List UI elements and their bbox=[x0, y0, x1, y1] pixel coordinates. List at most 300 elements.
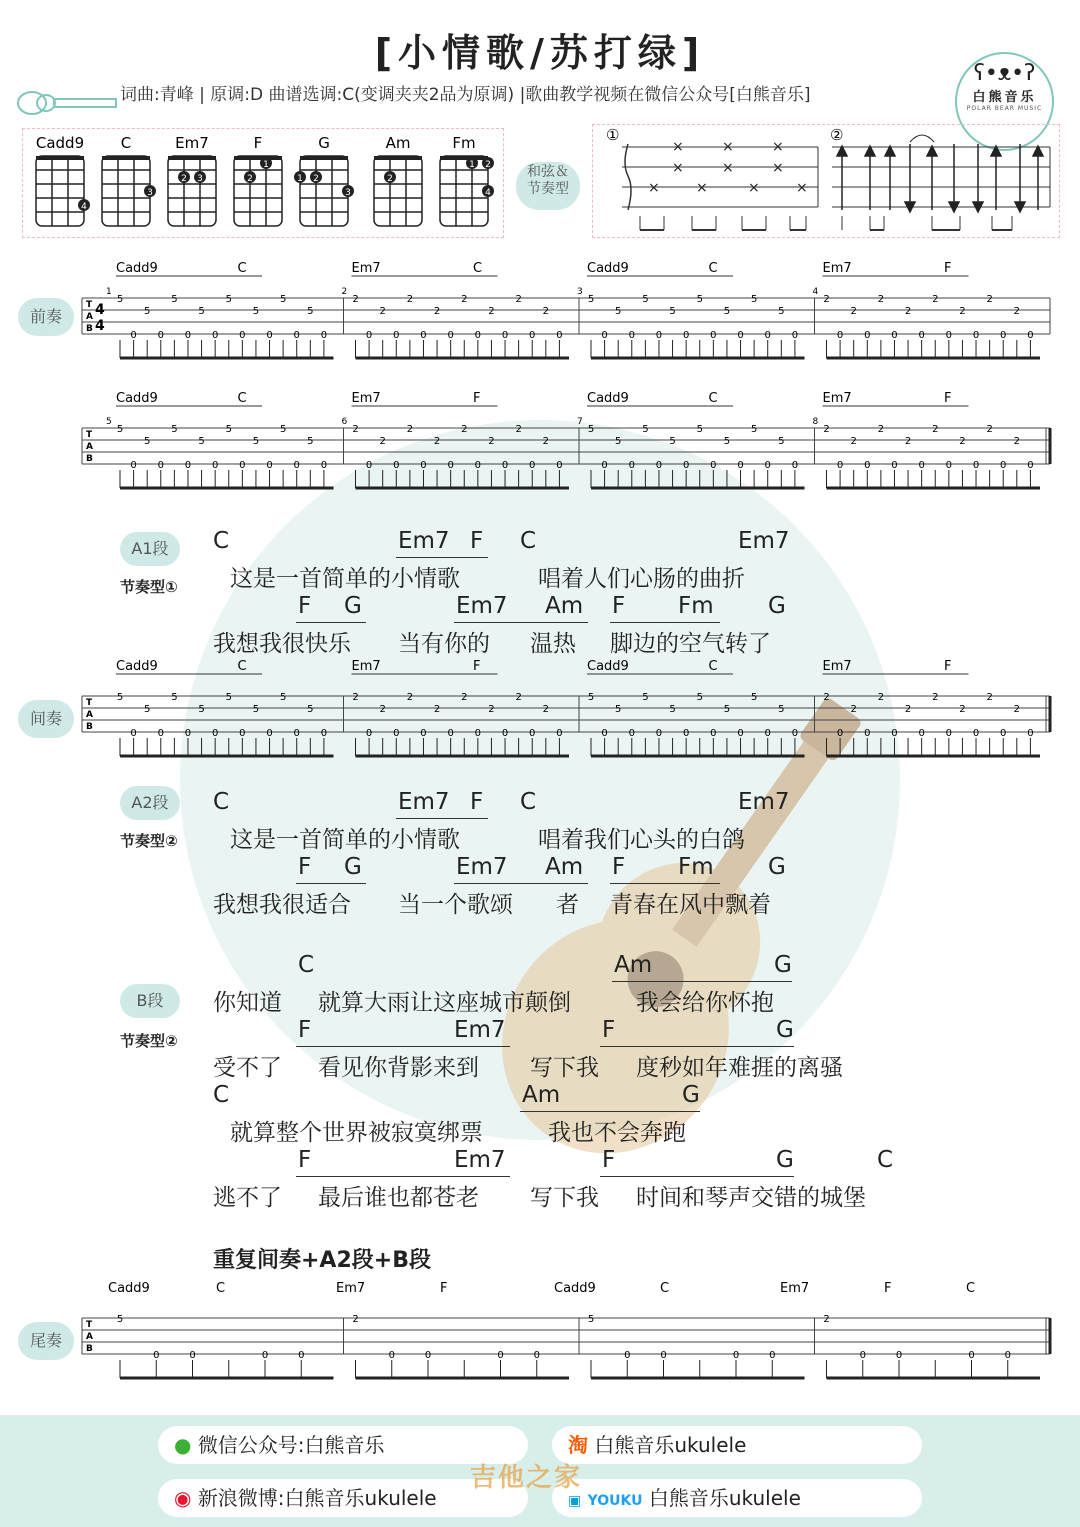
fret-number: 0 bbox=[529, 460, 536, 471]
fret-number: 0 bbox=[130, 330, 137, 341]
svg-text:×: × bbox=[722, 139, 734, 155]
measure-number: 6 bbox=[341, 417, 348, 427]
svg-text:×: × bbox=[696, 180, 708, 196]
tab-chord-label: Cadd9 bbox=[116, 659, 158, 674]
rhythm-label-a2: 节奏型② bbox=[120, 832, 178, 850]
fret-number: 5 bbox=[587, 1314, 595, 1325]
chord-label: G bbox=[768, 593, 786, 619]
fret-number: 2 bbox=[823, 692, 830, 703]
fret-number: 0 bbox=[184, 460, 192, 471]
fret-number: 5 bbox=[116, 692, 124, 703]
fret-number: 0 bbox=[388, 1350, 395, 1361]
chord-label: Em7 bbox=[456, 854, 508, 880]
fret-number: 0 bbox=[891, 330, 898, 341]
fret-number: 5 bbox=[116, 424, 124, 435]
lyric-line: 我想我很适合 bbox=[213, 892, 351, 918]
fret-number: 2 bbox=[1013, 704, 1020, 715]
fret-number: 5 bbox=[750, 424, 758, 435]
chord-label: Fm bbox=[678, 593, 714, 619]
chord-label: G bbox=[774, 952, 792, 978]
lyric-line: 逃不了 bbox=[213, 1185, 282, 1211]
rhythm-2-number: ② bbox=[830, 126, 844, 144]
lyric-line: 青春在风中飘着 bbox=[610, 892, 771, 918]
tab-chord-label: F bbox=[944, 261, 952, 276]
fret-number: 0 bbox=[293, 460, 300, 471]
fret-number: 0 bbox=[737, 728, 744, 739]
wechat-text: 微信公众号:白熊音乐 bbox=[197, 1433, 385, 1457]
tag-b: B段 bbox=[120, 984, 180, 1018]
fret-number: 5 bbox=[279, 692, 287, 703]
fret-number: 5 bbox=[252, 436, 260, 447]
fret-number: 5 bbox=[279, 424, 287, 435]
svg-text:A: A bbox=[86, 1332, 93, 1342]
fret-number: 2 bbox=[850, 436, 857, 447]
fret-number: 2 bbox=[352, 1314, 359, 1325]
fret-number: 0 bbox=[189, 1350, 196, 1361]
chord-label: F bbox=[602, 1017, 616, 1043]
tab-chord-label: C bbox=[708, 659, 718, 674]
tab-chord-label: F bbox=[473, 391, 481, 406]
lyric-line: 就算整个世界被寂寞绑票 bbox=[230, 1120, 483, 1146]
svg-text:4: 4 bbox=[95, 302, 105, 318]
fret-number: 0 bbox=[972, 728, 980, 739]
lyric-line: 脚边的空气转了 bbox=[610, 631, 771, 657]
tab-chord-label: Cadd9 bbox=[108, 1281, 150, 1296]
fret-number: 0 bbox=[945, 728, 953, 739]
svg-text:2: 2 bbox=[247, 174, 253, 184]
tab-chord-label: C bbox=[237, 391, 247, 406]
tab-chord-label: Cadd9 bbox=[587, 659, 629, 674]
fret-number: 0 bbox=[157, 460, 164, 471]
svg-text:3: 3 bbox=[147, 188, 153, 198]
lyric-line: 我也不会奔跑 bbox=[548, 1120, 686, 1146]
fret-number: 5 bbox=[307, 436, 314, 447]
fret-number: 2 bbox=[461, 424, 468, 435]
fret-number: 0 bbox=[864, 460, 871, 471]
chord-label: C bbox=[520, 789, 537, 815]
fret-number: 0 bbox=[556, 728, 563, 739]
chord-label: C bbox=[213, 789, 230, 815]
fret-number: 2 bbox=[461, 692, 468, 703]
fret-number: 0 bbox=[682, 460, 690, 471]
fret-number: 5 bbox=[642, 424, 649, 435]
fret-number: 0 bbox=[710, 330, 717, 341]
fret-number: 2 bbox=[823, 294, 830, 305]
fret-number: 0 bbox=[1027, 728, 1034, 739]
fret-number: 0 bbox=[918, 330, 925, 341]
measure-number: 5 bbox=[106, 417, 112, 427]
fret-number: 0 bbox=[266, 728, 273, 739]
fret-number: 0 bbox=[864, 330, 871, 341]
fret-number: 5 bbox=[615, 436, 622, 447]
fret-number: 0 bbox=[320, 460, 328, 471]
fret-number: 0 bbox=[945, 460, 953, 471]
lyric-line: 写下我 bbox=[530, 1185, 599, 1211]
fret-number: 0 bbox=[764, 330, 771, 341]
fret-number: 5 bbox=[696, 424, 703, 435]
chord-label: F bbox=[602, 1147, 616, 1173]
lyric-line: 受不了 bbox=[213, 1055, 282, 1081]
fret-number: 0 bbox=[769, 1350, 776, 1361]
lyric-line: 唱着人们心肠的曲折 bbox=[538, 566, 745, 592]
fret-number: 0 bbox=[836, 728, 844, 739]
fret-number: 2 bbox=[379, 306, 386, 317]
fret-number: 5 bbox=[116, 294, 124, 305]
chord-label: Am bbox=[545, 854, 584, 880]
fret-number: 0 bbox=[184, 728, 192, 739]
fret-number: 0 bbox=[529, 330, 536, 341]
svg-text:×: × bbox=[748, 180, 760, 196]
svg-text:×: × bbox=[772, 160, 784, 176]
bilibili-icon: ▣ bbox=[568, 1493, 582, 1509]
fret-number: 0 bbox=[266, 330, 273, 341]
svg-text:×: × bbox=[722, 160, 734, 176]
svg-text:×: × bbox=[648, 180, 660, 196]
fret-number: 0 bbox=[365, 728, 373, 739]
fret-number: 5 bbox=[587, 424, 595, 435]
chord-label: G bbox=[776, 1147, 794, 1173]
fret-number: 2 bbox=[515, 424, 522, 435]
chord-label: F bbox=[612, 593, 626, 619]
fret-number: 0 bbox=[891, 728, 898, 739]
measure-number: 7 bbox=[577, 417, 583, 427]
tab-chord-label: Em7 bbox=[822, 261, 852, 276]
fret-number: 0 bbox=[529, 728, 536, 739]
fret-number: 0 bbox=[968, 1350, 975, 1361]
fret-number: 0 bbox=[420, 330, 427, 341]
svg-text:×: × bbox=[772, 139, 784, 155]
chord-diagram-name: Em7 bbox=[175, 134, 209, 152]
chord-label: Em7 bbox=[398, 789, 450, 815]
fret-number: 5 bbox=[198, 306, 205, 317]
chord-label: Em7 bbox=[738, 528, 790, 554]
fret-number: 0 bbox=[737, 460, 744, 471]
rhythm-label-a1: 节奏型① bbox=[120, 578, 178, 596]
fret-number: 0 bbox=[211, 330, 219, 341]
svg-text:4: 4 bbox=[81, 202, 87, 212]
rhythm-label-b: 节奏型② bbox=[120, 1032, 178, 1050]
lyric-line: 我想我很快乐 bbox=[213, 631, 351, 657]
tab-chord-label: C bbox=[708, 261, 718, 276]
fret-number: 0 bbox=[211, 460, 219, 471]
lyric-line: 唱着我们心头的白鸽 bbox=[538, 827, 745, 853]
fret-number: 2 bbox=[379, 436, 386, 447]
fret-number: 2 bbox=[959, 704, 966, 715]
tag-interlude: 间奏 bbox=[18, 700, 74, 738]
fret-number: 2 bbox=[406, 424, 414, 435]
chord-label: C bbox=[213, 528, 230, 554]
fret-number: 0 bbox=[184, 330, 192, 341]
fret-number: 0 bbox=[660, 1350, 667, 1361]
fret-number: 5 bbox=[225, 692, 232, 703]
lyric-line: 写下我 bbox=[530, 1055, 599, 1081]
fret-number: 0 bbox=[682, 330, 690, 341]
tab-chord-label: Em7 bbox=[351, 391, 381, 406]
fret-number: 5 bbox=[669, 704, 676, 715]
fret-number: 2 bbox=[488, 436, 495, 447]
fret-number: 0 bbox=[655, 330, 663, 341]
fret-number: 2 bbox=[488, 306, 495, 317]
chord-label: F bbox=[470, 789, 484, 815]
svg-text:A: A bbox=[86, 442, 93, 452]
tab-chord-label: F bbox=[440, 1281, 448, 1296]
fret-number: 5 bbox=[615, 306, 622, 317]
fret-number: 0 bbox=[918, 460, 925, 471]
youku-logo: YOUKU bbox=[587, 1493, 643, 1509]
measure-number: 3 bbox=[577, 287, 583, 297]
tag-intro: 前奏 bbox=[18, 298, 74, 336]
fret-number: 0 bbox=[864, 728, 871, 739]
measure-number: 4 bbox=[812, 287, 819, 297]
fret-number: 5 bbox=[696, 692, 703, 703]
fret-number: 0 bbox=[130, 728, 137, 739]
fret-number: 0 bbox=[1027, 460, 1034, 471]
tab-system bbox=[82, 659, 1050, 756]
fret-number: 0 bbox=[293, 330, 300, 341]
fret-number: 0 bbox=[533, 1350, 540, 1361]
fret-number: 0 bbox=[157, 330, 164, 341]
svg-text:B: B bbox=[86, 1344, 93, 1354]
fret-number: 2 bbox=[406, 692, 414, 703]
fret-number: 5 bbox=[750, 294, 758, 305]
measure-number: 2 bbox=[341, 287, 348, 297]
svg-text:1: 1 bbox=[263, 160, 269, 170]
fret-number: 0 bbox=[1027, 330, 1034, 341]
fret-number: 2 bbox=[352, 692, 359, 703]
chord-label: F bbox=[612, 854, 626, 880]
watermark: 吉他之家 bbox=[470, 1463, 583, 1493]
fret-number: 0 bbox=[972, 460, 980, 471]
bear-icon: ʕ•ᴥ•ʔ bbox=[973, 61, 1036, 86]
svg-text:×: × bbox=[796, 180, 808, 196]
song-info: 词曲:青峰 | 原调:D 曲谱选调:C(变调夹夹2品为原调) |歌曲教学视频在微信公众号[白熊音乐] bbox=[120, 85, 811, 105]
fret-number: 2 bbox=[986, 692, 993, 703]
lyric-line: 你知道 bbox=[213, 990, 282, 1016]
repeat-instruction: 重复间奏+A2段+B段 bbox=[213, 1248, 431, 1273]
measure-number: 8 bbox=[812, 417, 819, 427]
fret-number: 0 bbox=[424, 1350, 432, 1361]
fret-number: 5 bbox=[252, 306, 260, 317]
chord-label: C bbox=[877, 1147, 894, 1173]
fret-number: 5 bbox=[307, 306, 314, 317]
fret-number: 5 bbox=[750, 692, 758, 703]
fret-number: 0 bbox=[474, 460, 482, 471]
fret-number: 0 bbox=[556, 330, 563, 341]
tab-system bbox=[82, 1281, 1050, 1378]
tab-chord-label: F bbox=[944, 391, 952, 406]
lyric-line: 者 bbox=[556, 892, 579, 918]
fret-number: 0 bbox=[601, 460, 608, 471]
fret-number: 0 bbox=[945, 330, 953, 341]
fret-number: 2 bbox=[850, 306, 857, 317]
svg-text:3: 3 bbox=[345, 188, 351, 198]
svg-text:B: B bbox=[86, 722, 93, 732]
chord-label: G bbox=[768, 854, 786, 880]
fret-number: 0 bbox=[211, 728, 219, 739]
fret-number: 2 bbox=[932, 692, 939, 703]
fret-number: 2 bbox=[433, 306, 441, 317]
wechat-icon: ● bbox=[174, 1433, 192, 1457]
fret-number: 0 bbox=[655, 728, 663, 739]
fret-number: 2 bbox=[433, 436, 441, 447]
tag-outro: 尾奏 bbox=[18, 1322, 74, 1360]
fret-number: 0 bbox=[918, 728, 925, 739]
chord-diagram-name: G bbox=[318, 134, 330, 152]
fret-number: 0 bbox=[682, 728, 690, 739]
fret-number: 0 bbox=[365, 330, 373, 341]
fret-number: 2 bbox=[542, 306, 549, 317]
chord-label: Em7 bbox=[454, 1017, 506, 1043]
fret-number: 2 bbox=[932, 424, 939, 435]
logo-name: 白熊音乐 bbox=[972, 90, 1037, 105]
fret-number: 0 bbox=[556, 460, 563, 471]
fret-number: 0 bbox=[791, 728, 799, 739]
fret-number: 0 bbox=[1000, 728, 1007, 739]
chord-label: F bbox=[298, 854, 312, 880]
fret-number: 0 bbox=[737, 330, 744, 341]
tab-chord-label: C bbox=[708, 391, 718, 406]
fret-number: 2 bbox=[932, 294, 939, 305]
fret-number: 2 bbox=[986, 294, 993, 305]
lyric-line: 我会给你怀抱 bbox=[636, 990, 774, 1016]
fret-number: 5 bbox=[642, 692, 649, 703]
fret-number: 2 bbox=[433, 704, 441, 715]
fret-number: 0 bbox=[320, 330, 328, 341]
chord-diagram-name: Am bbox=[385, 134, 411, 152]
tag-a1: A1段 bbox=[120, 532, 180, 566]
fret-number: 5 bbox=[669, 436, 676, 447]
fret-number: 2 bbox=[850, 704, 857, 715]
svg-text:B: B bbox=[86, 324, 93, 334]
fret-number: 0 bbox=[474, 728, 482, 739]
fret-number: 2 bbox=[986, 424, 993, 435]
chord-label: C bbox=[298, 952, 315, 978]
taobao-pill bbox=[552, 1426, 922, 1464]
chord-label: Am bbox=[614, 952, 653, 978]
fret-number: 2 bbox=[1013, 306, 1020, 317]
fret-number: 2 bbox=[461, 294, 468, 305]
weibo-text: 新浪微博:白熊音乐ukulele bbox=[197, 1486, 437, 1510]
fret-number: 5 bbox=[198, 704, 205, 715]
fret-number: 0 bbox=[501, 728, 509, 739]
fret-number: 0 bbox=[628, 460, 635, 471]
fret-number: 0 bbox=[239, 460, 246, 471]
tab-chord-label: Em7 bbox=[351, 659, 381, 674]
fret-number: 0 bbox=[764, 460, 771, 471]
taobao-text: 白熊音乐ukulele bbox=[594, 1433, 747, 1457]
fret-number: 0 bbox=[501, 460, 509, 471]
fret-number: 0 bbox=[1000, 460, 1007, 471]
fret-number: 0 bbox=[710, 728, 717, 739]
svg-text:T: T bbox=[86, 300, 93, 310]
fret-number: 0 bbox=[447, 330, 454, 341]
fret-number: 2 bbox=[542, 704, 549, 715]
tab-system bbox=[82, 261, 1050, 358]
fret-number: 0 bbox=[710, 460, 717, 471]
lyric-line: 就算大雨让这座城市颠倒 bbox=[318, 990, 571, 1016]
fret-number: 2 bbox=[406, 294, 414, 305]
fret-number: 5 bbox=[587, 294, 595, 305]
chord-label: F bbox=[470, 528, 484, 554]
fret-number: 5 bbox=[778, 704, 785, 715]
fret-number: 5 bbox=[615, 704, 622, 715]
fret-number: 2 bbox=[959, 306, 966, 317]
fret-number: 0 bbox=[628, 330, 635, 341]
fret-number: 0 bbox=[628, 728, 635, 739]
tab-chord-label: Em7 bbox=[822, 391, 852, 406]
fret-number: 5 bbox=[279, 294, 287, 305]
svg-text:T: T bbox=[86, 698, 93, 708]
fret-number: 5 bbox=[144, 306, 151, 317]
logo-sub: POLAR BEAR MUSIC bbox=[966, 105, 1043, 112]
fret-number: 5 bbox=[171, 692, 178, 703]
fret-number: 0 bbox=[239, 728, 246, 739]
fret-number: 0 bbox=[655, 460, 663, 471]
fret-number: 5 bbox=[723, 306, 731, 317]
svg-text:2: 2 bbox=[485, 160, 491, 170]
fret-number: 5 bbox=[778, 436, 785, 447]
lyric-line: 最后谁也都苍老 bbox=[318, 1185, 479, 1211]
fret-number: 5 bbox=[778, 306, 785, 317]
svg-text:A: A bbox=[86, 312, 93, 322]
tab-chord-label: F bbox=[473, 659, 481, 674]
svg-text:T: T bbox=[86, 1320, 93, 1330]
svg-text:4: 4 bbox=[95, 318, 105, 334]
fret-number: 2 bbox=[823, 424, 830, 435]
fret-number: 0 bbox=[298, 1350, 305, 1361]
fret-number: 5 bbox=[696, 294, 703, 305]
fret-number: 0 bbox=[859, 1350, 866, 1361]
chord-label: Em7 bbox=[738, 789, 790, 815]
tab-chord-label: Cadd9 bbox=[587, 391, 629, 406]
tab-chord-label: Cadd9 bbox=[587, 261, 629, 276]
fret-number: 0 bbox=[791, 330, 799, 341]
tab-chord-label: Em7 bbox=[822, 659, 852, 674]
lyric-line: 当一个歌颂 bbox=[398, 892, 513, 918]
fret-number: 0 bbox=[320, 728, 328, 739]
fret-number: 0 bbox=[497, 1350, 504, 1361]
fret-number: 5 bbox=[723, 704, 731, 715]
tab-chord-label: Cadd9 bbox=[116, 261, 158, 276]
chord-diagram-name: F bbox=[253, 134, 263, 152]
svg-text:B: B bbox=[86, 454, 93, 464]
tab-system bbox=[82, 391, 1050, 488]
lyric-line: 时间和琴声交错的城堡 bbox=[636, 1185, 866, 1211]
chord-label: Em7 bbox=[454, 1147, 506, 1173]
fret-number: 0 bbox=[791, 460, 799, 471]
rhythm-1-number: ① bbox=[606, 126, 620, 144]
song-title: [小情歌/苏打绿] bbox=[374, 31, 706, 75]
tab-chord-label: Em7 bbox=[336, 1281, 366, 1296]
tab-chord-label: C bbox=[237, 261, 247, 276]
tab-chord-label: Cadd9 bbox=[554, 1281, 596, 1296]
tab-chord-label: Cadd9 bbox=[116, 391, 158, 406]
measure-number: 1 bbox=[106, 287, 112, 297]
fret-number: 5 bbox=[723, 436, 731, 447]
svg-text:1: 1 bbox=[469, 160, 475, 170]
fret-number: 5 bbox=[669, 306, 676, 317]
fret-number: 0 bbox=[474, 330, 482, 341]
tag-a2: A2段 bbox=[120, 786, 180, 820]
fret-number: 0 bbox=[895, 1350, 903, 1361]
weibo-icon: ◉ bbox=[174, 1486, 192, 1510]
svg-text:T: T bbox=[86, 430, 93, 440]
fret-number: 0 bbox=[836, 330, 844, 341]
fret-number: 0 bbox=[293, 728, 300, 739]
svg-text:3: 3 bbox=[197, 174, 203, 184]
fret-number: 2 bbox=[904, 306, 912, 317]
svg-text:×: × bbox=[672, 160, 684, 176]
